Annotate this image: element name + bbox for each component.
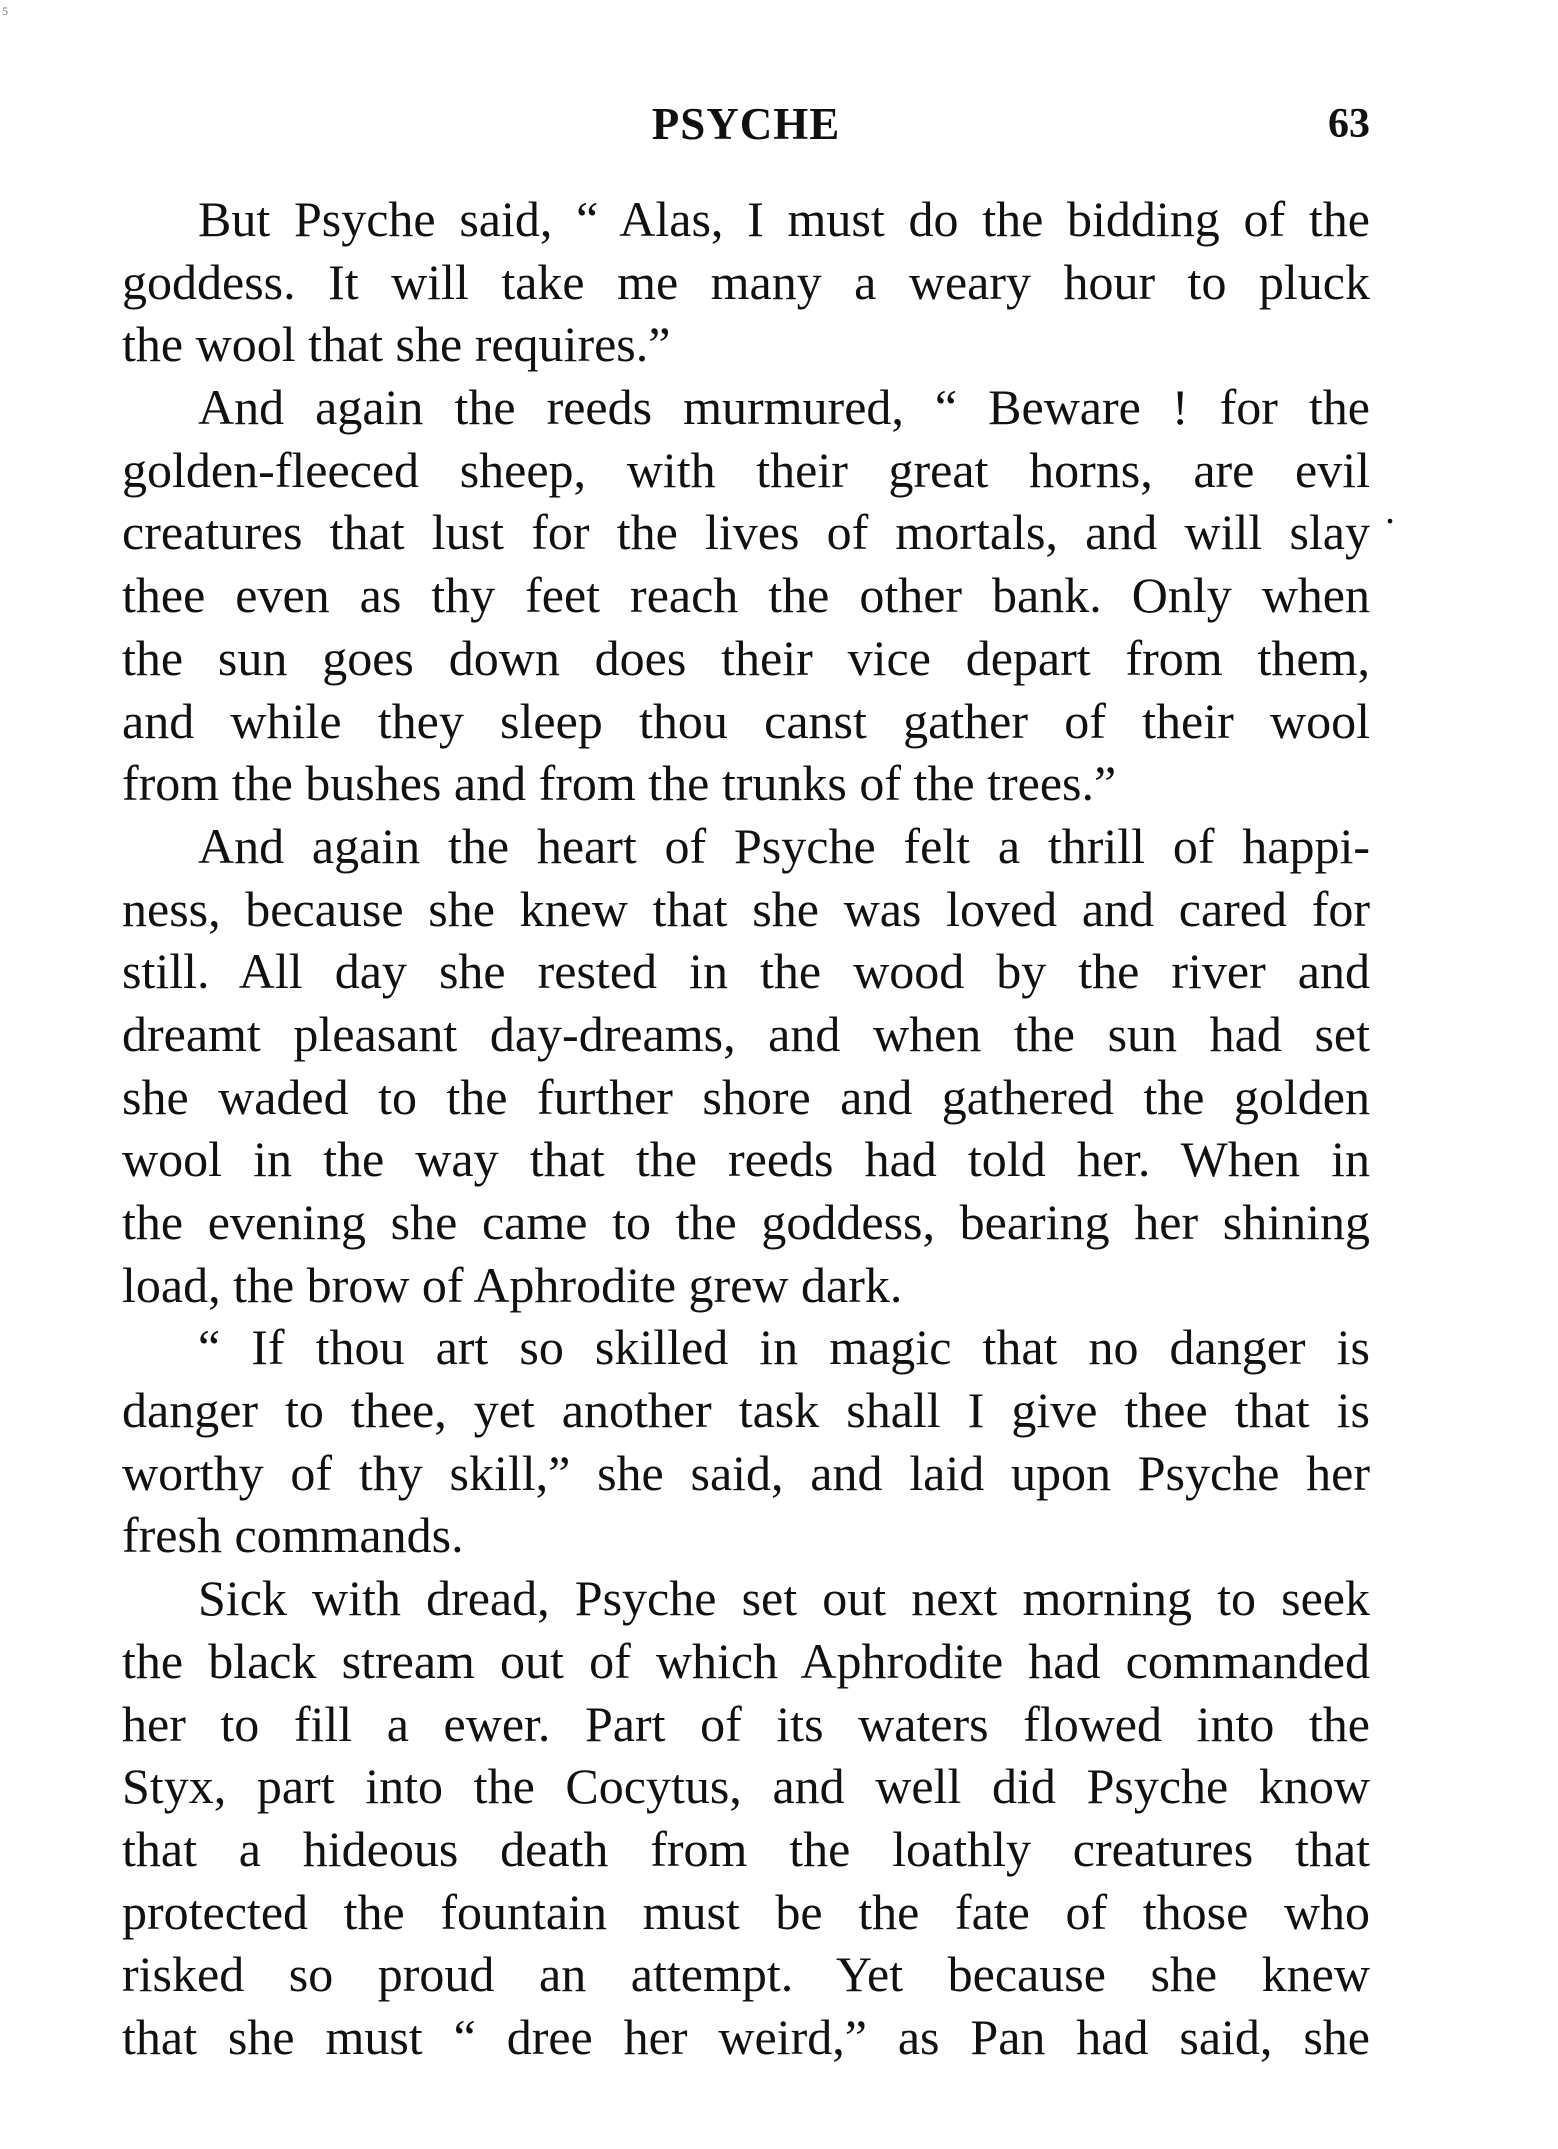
- text-line: wool in the way that the reeds had told her. When in: [122, 1131, 1370, 1188]
- text-line: she waded to the further shore and gathered the golden: [122, 1068, 1370, 1125]
- text-line: that a hideous death from the loathly creatures that: [122, 1820, 1370, 1877]
- text-line: that she must “ dree her weird,” as Pan had said, she: [122, 2008, 1370, 2065]
- page-header: [122, 98, 1370, 158]
- text-line: Sick with dread, Psyche set out next morning to seek: [198, 1570, 1370, 1627]
- text-line: dreamt pleasant day-dreams, and when the sun had set: [122, 1005, 1370, 1062]
- text-line: creatures that lust for the lives of mortals, and will slay: [122, 504, 1370, 561]
- text-line: her to fill a ewer. Part of its waters flowed into the: [122, 1695, 1370, 1752]
- text-line: worthy of thy skill,” she said, and laid upon Psyche her: [122, 1444, 1370, 1501]
- text-line: the evening she came to the goddess, bearing her shining: [122, 1194, 1370, 1250]
- page-number: 63: [1328, 101, 1370, 147]
- text-line: And again the reeds murmured, “ Beware ! for the: [198, 379, 1370, 436]
- text-line: golden-fleeced sheep, with their great horns, are evil: [122, 441, 1370, 498]
- text-line: load, the brow of Aphrodite grew dark.: [122, 1256, 903, 1313]
- text-line: And again the heart of Psyche felt a thrill of happi-: [198, 817, 1370, 874]
- text-line: danger to thee, yet another task shall I give thee that is: [122, 1382, 1370, 1439]
- text-line: fresh commands.: [122, 1507, 464, 1564]
- text-line: But Psyche said, “ Alas, I must do the bidding of the: [198, 191, 1370, 247]
- text-line: thee even as thy feet reach the other bank. Only when: [122, 567, 1370, 624]
- text-line: “ If thou art so skilled in magic that no danger is: [198, 1319, 1370, 1376]
- text-line: still. All day she rested in the wood by the river and: [122, 943, 1370, 1000]
- text-line: ness, because she knew that she was loved and cared for: [122, 880, 1370, 937]
- corner-mark: 5: [2, 4, 8, 18]
- stray-mark: .: [1385, 487, 1395, 532]
- body-text: [122, 188, 1370, 2069]
- text-line: from the bushes and from the trunks of the trees.”: [122, 755, 1117, 812]
- running-title: PSYCHE: [651, 99, 841, 149]
- text-line: and while they sleep thou canst gather of their wool: [122, 692, 1370, 749]
- text-line: the wool that she requires.”: [122, 316, 671, 373]
- text-line: goddess. It will take me many a weary hour to pluck: [122, 253, 1370, 310]
- text-line: the black stream out of which Aphrodite had commanded: [122, 1632, 1370, 1689]
- text-line: risked so proud an attempt. Yet because she knew: [122, 1946, 1370, 2003]
- text-line: protected the fountain must be the fate of those who: [122, 1883, 1370, 1940]
- text-line: Styx, part into the Cocytus, and well did Psyche know: [122, 1758, 1370, 1815]
- text-line: the sun goes down does their vice depart from them,: [122, 629, 1370, 686]
